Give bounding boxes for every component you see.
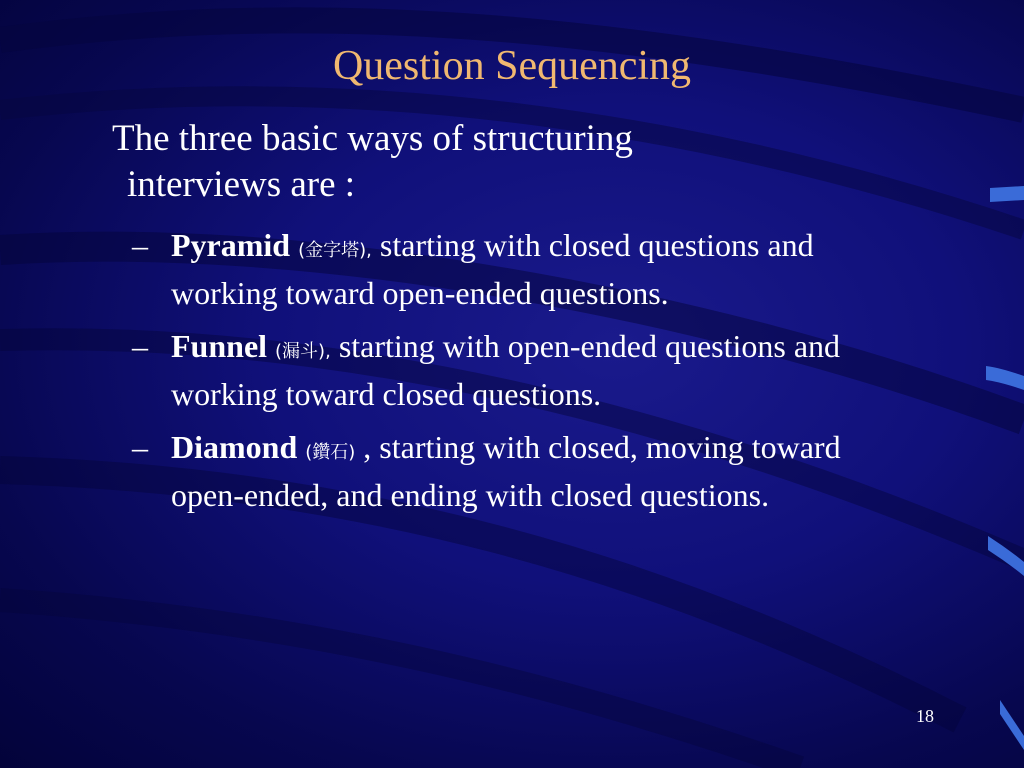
page-number: 18 (916, 706, 934, 726)
bullet-pyramid (132, 224, 872, 315)
bullet-term: Diamond (171, 429, 298, 465)
bullet-diamond (132, 426, 872, 517)
bullet-chinese-term: (鑽石) (305, 442, 356, 463)
bullet-term: Pyramid (171, 227, 291, 263)
bullet-chinese-term: (金字塔), (298, 240, 372, 261)
bullet-list (132, 224, 872, 527)
intro-line-1: The three basic ways of structuring (112, 118, 633, 159)
bullet-funnel (132, 325, 872, 416)
intro-line-2: interviews are : (127, 164, 356, 205)
slide-title: Question Sequencing (332, 43, 692, 89)
bullet-term: Funnel (171, 328, 268, 364)
bullet-description: starting with open-ended questions and working toward closed questions. (171, 328, 841, 412)
bullet-dash: – (132, 328, 148, 364)
bullet-dash: – (132, 227, 148, 263)
intro-text (112, 116, 812, 208)
bullet-chinese-term: (漏斗), (275, 341, 331, 362)
bullet-dash: – (132, 429, 148, 465)
bullet-description: starting with closed questions and working toward open-ended questions. (171, 227, 814, 311)
bullet-description: , starting with closed, moving toward open-ended, and ending with closed questions. (171, 429, 841, 513)
